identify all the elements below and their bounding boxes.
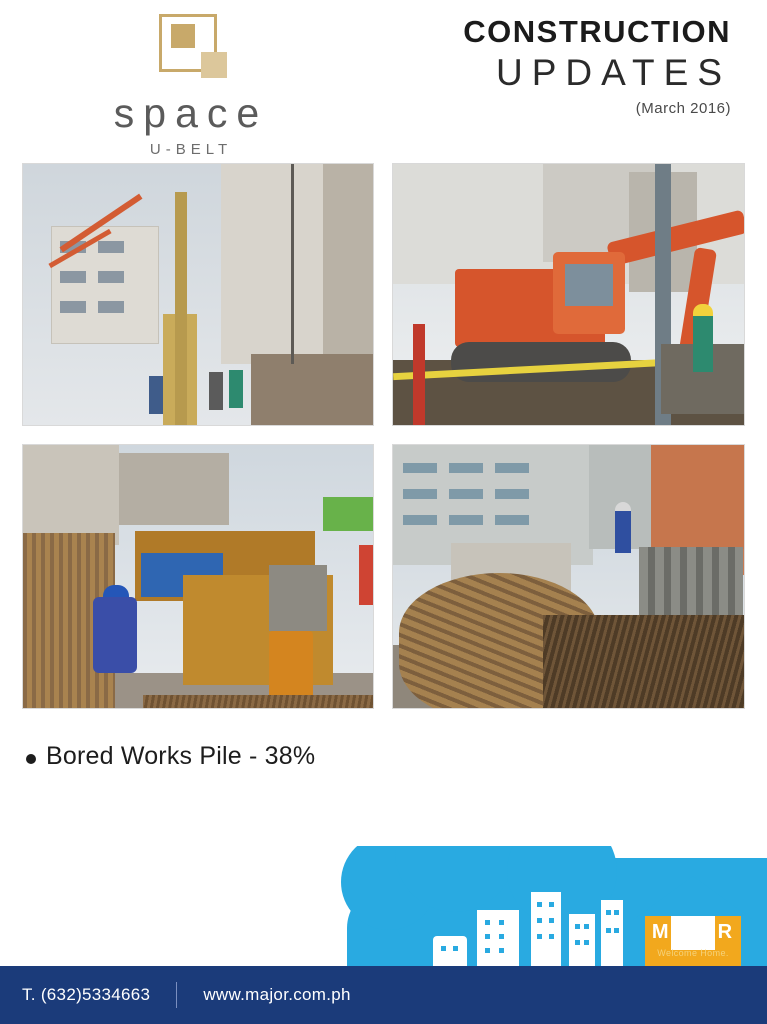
- company-name: MAJOR: [651, 921, 735, 943]
- bullet-icon: [26, 754, 36, 764]
- footer-phone: T. (632)5334663: [22, 985, 151, 1004]
- photo-rebar-bending: [22, 444, 374, 709]
- brand-block: [62, 8, 312, 158]
- footer-divider: [176, 982, 177, 1008]
- title-date: (March 2016): [635, 100, 731, 117]
- footer-artwork: [0, 846, 767, 966]
- brand-subtitle: U-BELT: [149, 141, 233, 159]
- footer-website[interactable]: www.major.com.ph: [203, 985, 351, 1004]
- caption-row: [26, 742, 315, 771]
- photo-rebar-cages: [392, 444, 745, 709]
- photo-excavator: [392, 163, 745, 426]
- page-title: [351, 14, 731, 117]
- title-line-2: UPDATES: [495, 52, 731, 93]
- photo-grid: [22, 163, 745, 716]
- company-tagline: Welcome Home.: [657, 948, 729, 958]
- brand-name: space: [113, 90, 269, 136]
- header: [0, 0, 767, 159]
- nested-squares-logo-icon: [141, 8, 233, 88]
- photo-bored-pile-rig: [22, 163, 374, 426]
- title-line-1: CONSTRUCTION: [463, 14, 731, 49]
- caption-text: Bored Works Pile - 38%: [46, 742, 316, 770]
- footer-bar: [0, 966, 767, 1024]
